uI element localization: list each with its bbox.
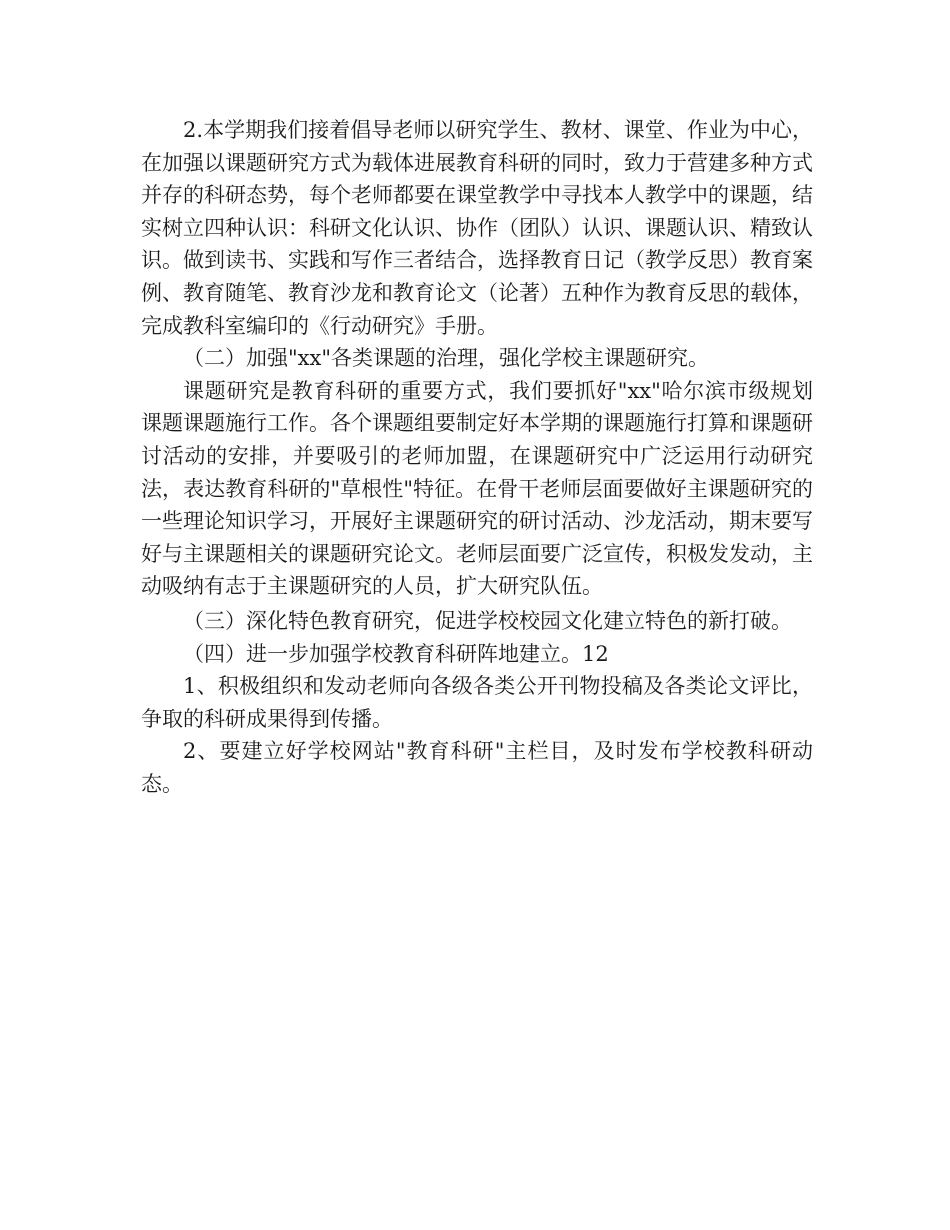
- heading-section-two: （二）加强"xx"各类课题的治理，强化学校主课题研究。: [183, 346, 710, 371]
- document-body: [141, 114, 813, 800]
- list-item-2: 2、要建立好学校网站"教育科研"主栏目，及时发布学校教科研动态。: [141, 739, 813, 796]
- heading-section-four: （四）进一步加强学校教育科研阵地建立。12: [183, 641, 609, 666]
- paragraph-research-focus: 2.本学期我们接着倡导老师以研究学生、教材、课堂、作业为中心，在加强以课题研究方式为载体进展教育科研的同时，致力于营建多种方式并存的科研态势，每个老师都要在课堂教学中寻找本人教学中的课题，结实树立四种认识：科研文化认识、协作（团队）认识、课题认识、精致认识。做到读书、实践和写作三者结合，选择教育日记（教学反思）教育案例、教育随笔、教育沙龙和教育论文（论著）五种作为教育反思的载体，完成教科室编印的《行动研究》手册。: [141, 118, 813, 338]
- heading-section-three: （三）深化特色教育研究，促进学校校园文化建立特色的新打破。: [183, 608, 792, 633]
- list-item-1: 1、积极组织和发动老师向各级各类公开刊物投稿及各类论文评比，争取的科研成果得到传播。: [141, 674, 813, 731]
- paragraph-topic-research: 课题研究是教育科研的重要方式，我们要抓好"xx"哈尔滨市级规划课题课题施行工作。各个课题组要制定好本学期的课题施行打算和课题研讨活动的安排，并要吸引的老师加盟，在课题研究中广泛运用行动研究法，表达教育科研的"草根性"特征。在骨干老师层面要做好主课题研究的一些理论知识学习，开展好主课题研究的研讨活动、沙龙活动，期末要写好与主课题相关的课题研究论文。老师层面要广泛宣传，积极发发动，主动吸纳有志于主课题研究的人员，扩大研究队伍。: [141, 378, 813, 599]
